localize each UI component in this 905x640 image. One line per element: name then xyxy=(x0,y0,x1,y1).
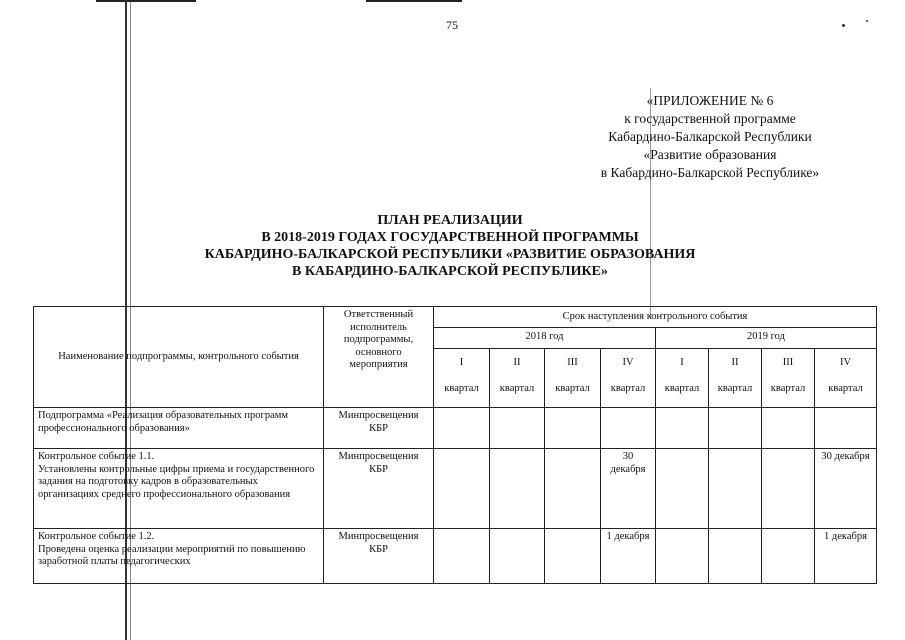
date-cell xyxy=(762,449,815,529)
event-description: Установлены контрольные цифры приема и государственного задания на подготовку кадров в образовательных организациях среднего профессионального образования xyxy=(38,463,315,500)
appendix-header xyxy=(560,92,860,182)
page-number: 75 xyxy=(446,18,458,32)
quarter-number: II xyxy=(513,356,521,368)
date-cell xyxy=(656,408,709,449)
date-cell xyxy=(434,408,490,449)
date-cell xyxy=(490,449,545,529)
quarter-label: квартал xyxy=(610,383,646,395)
quarter-header xyxy=(815,348,877,407)
date-cell xyxy=(762,408,815,449)
date-cell xyxy=(656,529,709,584)
appendix-line: «Развитие образования xyxy=(643,147,777,162)
column-header-deadline: Срок наступления контрольного события xyxy=(434,307,877,328)
date-cell: 30 декабря xyxy=(815,449,877,529)
title-line: В 2018-2019 ГОДАХ ГОСУДАРСТВЕННОЙ ПРОГРАММЫ xyxy=(261,230,639,245)
quarter-label: квартал xyxy=(828,383,863,395)
event-title: Подпрограмма «Реализация образовательных программ профессионального образования» xyxy=(38,410,289,434)
date-cell: 1 декабря xyxy=(601,529,656,584)
header-row xyxy=(34,307,877,328)
date-cell xyxy=(545,529,601,584)
title-line: В КАБАРДИНО-БАЛКАРСКОЙ РЕСПУБЛИКЕ» xyxy=(292,264,608,279)
date-cell xyxy=(709,449,762,529)
table-row xyxy=(34,529,877,584)
quarter-header xyxy=(545,348,601,407)
quarter-header xyxy=(709,348,762,407)
date-cell xyxy=(434,529,490,584)
responsible-cell: Минпросвещения КБР xyxy=(324,449,434,529)
year-header: 2019 год xyxy=(656,327,877,348)
quarter-number: I xyxy=(459,356,464,368)
column-header-responsible: Ответственный исполнитель подпрограммы, основного мероприятия xyxy=(324,307,434,408)
appendix-line: Кабардино-Балкарской Республики xyxy=(608,129,812,144)
title-line: КАБАРДИНО-БАЛКАРСКОЙ РЕСПУБЛИКИ «РАЗВИТИЕ ОБРАЗОВАНИЯ xyxy=(204,247,696,262)
quarter-number: I xyxy=(680,356,684,368)
column-header-name: Наименование подпрограммы, контрольного события xyxy=(34,307,324,408)
quarter-number: IV xyxy=(622,356,634,368)
document-title xyxy=(150,212,750,280)
quarter-label: квартал xyxy=(499,383,535,395)
responsible-cell: Минпросвещения КБР xyxy=(324,408,434,449)
plan-table xyxy=(33,306,877,584)
quarter-label: квартал xyxy=(664,383,700,395)
appendix-line: «ПРИЛОЖЕНИЕ № 6 xyxy=(646,93,774,108)
quarter-number: IV xyxy=(839,356,852,368)
appendix-line: в Кабардино-Балкарской Республике» xyxy=(600,165,820,180)
quarter-header xyxy=(762,348,815,407)
event-description: Проведена оценка реализации мероприятий по повышению заработной платы педагогических xyxy=(38,543,306,567)
event-title: Контрольное событие 1.2. xyxy=(38,531,155,542)
table-row xyxy=(34,408,877,449)
responsible-cell: Минпросвещения КБР xyxy=(324,529,434,584)
event-cell xyxy=(34,449,324,529)
title-line: ПЛАН РЕАЛИЗАЦИИ xyxy=(377,213,523,228)
year-header: 2018 год xyxy=(434,327,656,348)
quarter-header xyxy=(490,348,545,407)
date-cell xyxy=(815,408,877,449)
quarter-header xyxy=(601,348,656,407)
scan-speck xyxy=(866,20,868,22)
date-cell xyxy=(601,408,656,449)
quarter-header xyxy=(656,348,709,407)
event-title: Контрольное событие 1.1. xyxy=(38,451,155,462)
quarter-number: III xyxy=(567,356,578,368)
quarter-label: квартал xyxy=(555,383,590,395)
quarter-label: квартал xyxy=(770,383,806,395)
event-cell xyxy=(34,529,324,584)
scan-edge-line xyxy=(366,0,462,2)
date-cell: 30 декабря xyxy=(601,449,656,529)
table-row xyxy=(34,449,877,529)
quarter-number: II xyxy=(731,356,739,368)
date-cell xyxy=(545,449,601,529)
scan-speck xyxy=(842,24,845,27)
date-cell xyxy=(709,408,762,449)
date-cell xyxy=(709,529,762,584)
appendix-line: к государственной программе xyxy=(624,111,796,126)
date-cell xyxy=(656,449,709,529)
date-cell xyxy=(762,529,815,584)
date-cell xyxy=(490,529,545,584)
quarter-label: квартал xyxy=(717,383,753,395)
event-cell xyxy=(34,408,324,449)
quarter-number: III xyxy=(782,356,794,368)
date-cell xyxy=(490,408,545,449)
scan-edge-line xyxy=(96,0,196,2)
date-cell xyxy=(545,408,601,449)
quarter-label: квартал xyxy=(444,383,479,395)
quarter-header xyxy=(434,348,490,407)
date-cell: 1 декабря xyxy=(815,529,877,584)
date-cell xyxy=(434,449,490,529)
